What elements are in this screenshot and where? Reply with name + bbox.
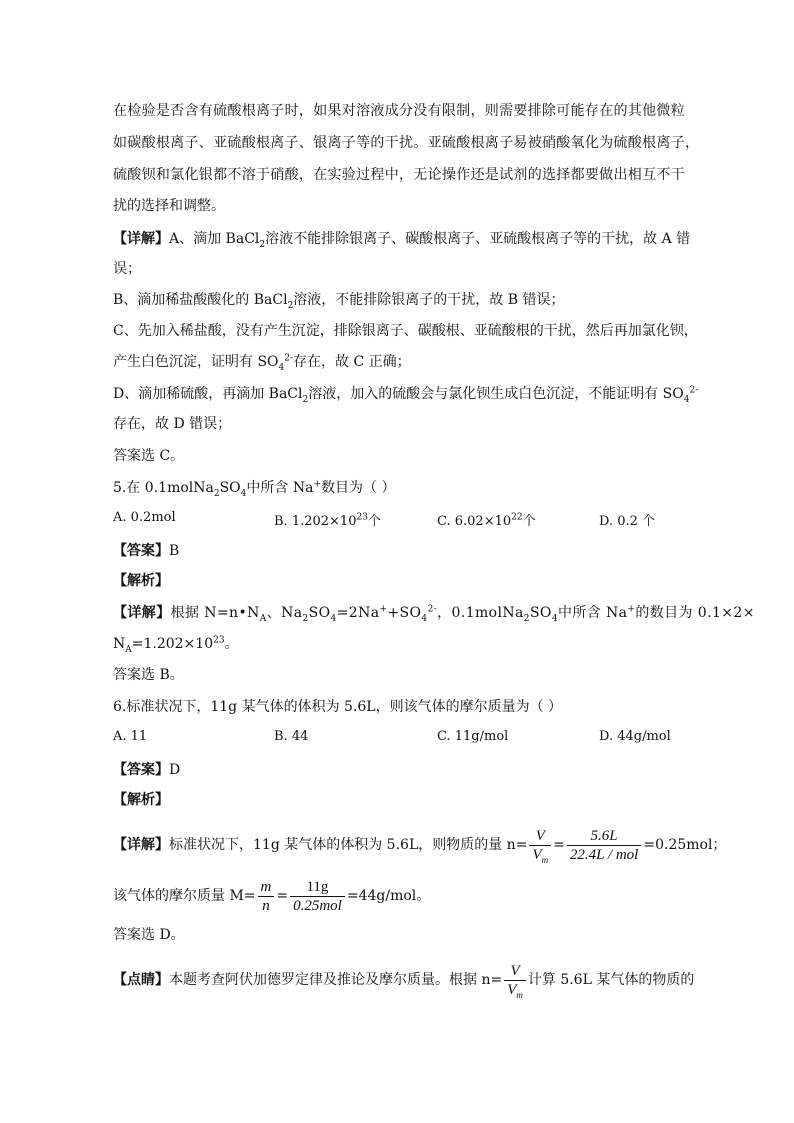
subscript: 4 — [551, 613, 558, 624]
subscript: A — [259, 613, 267, 624]
q5-option-a: A. 0.2mol — [113, 510, 176, 525]
numerator: V — [510, 962, 520, 979]
text: SO — [529, 605, 552, 621]
text: A、滴加 BaCl — [169, 231, 260, 247]
q6-point — [113, 958, 695, 1002]
detail-tag: 【详解】 — [113, 605, 171, 621]
text: 个 — [367, 514, 381, 529]
denominator: 22.4L / mol — [567, 845, 642, 864]
subscript: 2 — [302, 394, 309, 405]
q4-detail-a-cont: 误； — [113, 261, 141, 277]
denominator — [529, 845, 551, 864]
answer-tag: 【答案】 — [113, 543, 169, 559]
numerator: 5.6L — [590, 827, 618, 844]
q6-detail: 【详解】标准状况下，11g 某气体的体积为 5.6L，则物质的量 n= $\frac{V}{V_m}$ = $\frac{5.6L}{\text{22.4L / mol}}$ =0.25mol； — [113, 827, 727, 865]
superscript: 23 — [213, 635, 225, 646]
intro-line-1: 在检验是否含有硫酸根离子时，如果对溶液成分没有限制，则需要排除可能存在的其他微粒 — [113, 103, 685, 119]
text: ，0.1molNa — [437, 605, 524, 621]
subscript: 4 — [683, 394, 690, 405]
text: =1.202×10 — [131, 636, 214, 652]
fraction-v-over-vm — [529, 827, 551, 864]
text: 溶液，不能排除银离子的干扰，故 B 错误； — [293, 292, 565, 308]
text: 5.在 0.1molNa — [113, 480, 214, 496]
q4-detail-d-cont: 存在，故 D 错误； — [113, 416, 232, 432]
text: 、Na — [266, 605, 303, 621]
text: 个 — [522, 514, 536, 529]
q5-analysis-tag: 【解析】 — [113, 573, 169, 589]
numerator: V — [535, 827, 545, 844]
text: +SO — [387, 605, 422, 621]
subscript: 2 — [302, 613, 309, 624]
q5-detail-cont — [113, 634, 683, 654]
denominator: n — [258, 896, 275, 915]
superscript: 2- — [689, 385, 699, 396]
superscript: 2- — [284, 353, 294, 364]
denominator — [504, 980, 526, 999]
q6-option-b: B. 44 — [274, 729, 309, 744]
subscript: m — [541, 854, 549, 865]
text: =2Na — [336, 605, 380, 621]
fraction-v-over-vm — [504, 962, 526, 999]
detail-tag: 【详解】 — [113, 231, 169, 247]
subscript: 2 — [523, 613, 530, 624]
text: V — [532, 846, 542, 863]
text: 的数目为 0.1×2× — [635, 605, 755, 621]
q6-final-answer: 答案选 D。 — [113, 927, 185, 943]
text: 该气体的摩尔质量 M= — [113, 888, 256, 904]
q5-option-c — [437, 510, 536, 529]
q5-answer — [113, 541, 683, 561]
fraction-volume — [567, 827, 642, 864]
superscript: + — [379, 604, 388, 615]
text: 。 — [224, 636, 239, 652]
superscript: 22 — [511, 512, 523, 523]
q6-mass: 该气体的摩尔质量 M= $\frac{m}{n}$ = $\frac{11g}{\text{0.25mol}}$ =44g/mol。 — [113, 878, 431, 914]
text: V — [507, 981, 517, 998]
subscript: 2 — [287, 300, 294, 311]
text: 中所含 Na — [246, 480, 314, 496]
text: B、滴加稀盐酸酸化的 BaCl — [113, 292, 288, 308]
q4-detail-b — [113, 290, 683, 310]
detail-tag: 【详解】 — [113, 837, 169, 853]
text: 根据 N=n•N — [170, 605, 260, 621]
answer-tag: 【答案】 — [113, 762, 169, 778]
subscript: 4 — [240, 488, 247, 499]
superscript: 2- — [427, 604, 438, 615]
text: =44g/mol。 — [346, 888, 431, 904]
text: 本题考查阿伏加德罗定律及推论及摩尔质量。根据 n= — [169, 972, 503, 988]
q4-answer: 答案选 C。 — [113, 448, 185, 464]
q5-option-d: D. 0.2 个 — [599, 514, 656, 529]
fraction-m-over-n — [258, 878, 275, 915]
superscript: 23 — [356, 512, 368, 523]
subscript: A — [125, 644, 132, 655]
subscript: 2 — [213, 488, 220, 499]
text: 数目为（ ） — [321, 480, 396, 496]
answer-value: D — [169, 762, 181, 778]
q5-detail — [113, 603, 755, 624]
subscript: 4 — [330, 613, 337, 624]
text: 标准状况下，11g 某气体的体积为 5.6L，则物质的量 n= — [169, 837, 528, 853]
q5-final-answer: 答案选 B。 — [113, 667, 184, 683]
text: =0.25mol； — [643, 837, 727, 853]
text: SO — [308, 605, 331, 621]
q6-answer — [113, 760, 683, 780]
q6-option-c: C. 11g/mol — [437, 729, 509, 744]
q6-option-a: A. 11 — [113, 729, 148, 744]
q6-option-d: D. 44g/mol — [599, 729, 671, 744]
subscript: 2 — [259, 239, 266, 250]
subscript: m — [516, 989, 523, 1000]
subscript: 4 — [421, 613, 428, 624]
intro-line-3: 硫酸钡和氯化银都不溶于硝酸，在实验过程中，无论操作还是试剂的选择都要做出相互不干 — [113, 167, 685, 183]
denominator: 0.25mol — [290, 896, 345, 915]
text: N — [113, 636, 126, 652]
q4-detail-d — [113, 384, 699, 405]
q5-stem — [113, 478, 683, 498]
text: 溶液，加入的硫酸会与氯化钡生成白色沉淀，不能证明有 SO — [308, 386, 684, 402]
text: 溶液不能排除银离子、碳酸根离子、亚硫酸根离子等的干扰，故 A 错 — [265, 231, 691, 247]
text: 存在，故 C 正确； — [293, 354, 411, 370]
text: D、滴加稀硫酸，再滴加 BaCl — [113, 386, 303, 402]
superscript: + — [627, 604, 636, 615]
intro-line-4: 扰的选择和调整。 — [113, 198, 225, 214]
numerator: 11g — [306, 878, 329, 895]
intro-line-2: 如碳酸根离子、亚硫酸根离子、银离子等的干扰。亚硫酸根离子易被硝酸氧化为硫酸根离子， — [113, 135, 700, 151]
superscript: + — [313, 479, 321, 490]
text: 计算 5.6L 某气体的物质的 — [527, 972, 695, 988]
text: B. 1.202×10 — [274, 514, 357, 529]
q5-option-b — [274, 510, 381, 529]
q4-detail-c-1: C、先加入稀盐酸，没有产生沉淀，排除银离子、碳酸根、亚硫酸根的干扰，然后再加氯化钡， — [113, 323, 698, 339]
q6-stem: 6.标准状况下，11g 某气体的体积为 5.6L，则该气体的摩尔质量为（ ） — [113, 699, 563, 715]
answer-value: B — [169, 543, 180, 559]
numerator: m — [260, 878, 272, 895]
q4-detail-a — [113, 229, 691, 250]
q4-detail-c-2 — [113, 352, 683, 372]
text: SO — [219, 480, 241, 496]
text: 中所含 Na — [557, 605, 628, 621]
text: C. 6.02×10 — [437, 514, 512, 529]
text: 产生白色沉淀，证明有 SO — [113, 354, 279, 370]
subscript: 4 — [278, 362, 285, 373]
q6-analysis-tag: 【解析】 — [113, 792, 169, 808]
fraction-mass — [290, 878, 345, 915]
point-tag: 【点睛】 — [113, 972, 169, 988]
